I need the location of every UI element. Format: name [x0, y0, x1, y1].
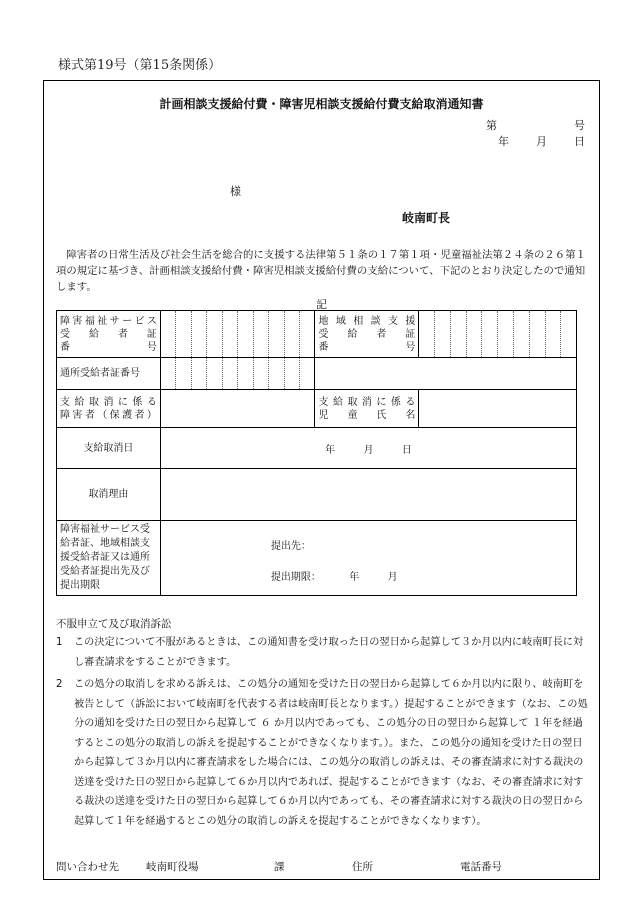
- appeal-item-1: [56, 633, 590, 672]
- document-title: 計画相談支援給付費・障害児相談支援給付費支給取消通知書: [159, 97, 484, 111]
- cancel-month: 月: [363, 444, 374, 456]
- child-name-field[interactable]: [419, 390, 577, 428]
- disabled-person-field[interactable]: [160, 390, 315, 428]
- appeal-item-2-number: 2: [56, 679, 63, 690]
- number-suffix: 号: [574, 119, 585, 132]
- day-care-blank: [315, 358, 577, 390]
- contact-label: 問い合わせ先: [56, 861, 119, 873]
- child-name-label: 支給取消に係る 児 童 氏 名: [315, 390, 419, 428]
- appeal-item-2: [56, 675, 590, 831]
- issue-month: 月: [536, 135, 547, 148]
- day-care-cert-label: 通所受給者証番号: [57, 358, 161, 390]
- ki-marker: 記: [316, 298, 327, 311]
- issue-day: 日: [574, 135, 585, 148]
- appeal-item-1-text: この決定について不服があるときは、この通知書を受け取った日の翌日から起算して３か月以内に岐南町長に対し審査請求をすることができます。: [74, 637, 584, 668]
- deadline-line: [271, 568, 398, 583]
- reason-label: 取消理由: [57, 469, 161, 521]
- form-number: 様式第19号（第15条関係）: [58, 58, 222, 73]
- contact-section: 課: [274, 861, 285, 873]
- number-prefix: 第: [486, 119, 497, 132]
- deadline-label: 提出期限：: [270, 572, 321, 583]
- deadline-year: 年: [349, 572, 360, 583]
- submit-to-line: [271, 537, 311, 552]
- regional-cert-number-field[interactable]: [419, 311, 577, 358]
- contact-office: 岐南町役場: [146, 861, 199, 873]
- welfare-cert-number-field[interactable]: [160, 311, 315, 358]
- cancel-day: 日: [401, 444, 412, 456]
- notice-frame: [43, 80, 600, 880]
- regional-cert-label: 地域相談支援 受 給 者 証 番 号: [315, 311, 419, 358]
- cancel-year: 年: [325, 444, 336, 456]
- issuer-name: 岐南町長: [402, 211, 451, 225]
- appeal-heading: 不服申立て及び取消訴訟: [56, 618, 172, 630]
- cancel-date-label: 支給取消日: [57, 428, 161, 469]
- issue-year: 年: [498, 135, 509, 148]
- disabled-person-label: 支給取消に係る 障害者（保護者）: [57, 390, 161, 428]
- deadline-month: 月: [387, 572, 398, 583]
- appeal-item-1-number: 1: [56, 637, 63, 648]
- appeal-item-2-text: この処分の取消しを求める訴えは、この処分の通知を受けた日の翌日から起算して６か月以内に限り、岐南町を被告として（訴訟において岐南町を代表する者は岐南町長となります。）提起することができます（なお、この処分の通知を受けた日の翌日から起算して ６ か月以内であっても、この処分の日の翌日から起算して １年を経過するとこの処分の取消しの訴えを提起することができなくなります。）。また、この処分の通知を受けた日の翌日から起算して３か月以内に審査請求をした場合には、この処分の取消しの訴えは、その審査請求に対する裁決の送達を受けた日の翌日から起算して６か月以内であれば、提起することができます（なお、その審査請求に対する裁決の送達を受けた日の翌日から起算して６か月以内であっても、その審査請求に対する裁決の日の翌日から起算して１年を経過するとこの処分の取消しの訴えを提起することができなくなります）。: [74, 679, 588, 827]
- cancel-date-field[interactable]: [160, 428, 576, 469]
- submission-field[interactable]: [160, 521, 576, 596]
- notice-body: 障害者の日常生活及び社会生活を総合的に支援する法律第５１条の１７第１項・児童福祉法第２４条の２６第１項の規定に基づき、計画相談支援給付費・障害児相談支援給付費の支給について、下記のとおり決定したので通知します。: [56, 249, 586, 293]
- submission-label: 障害福祉サービス受 給者証、地域相談支 援受給者証又は通所 受給者証提出先及び 提出期限: [57, 521, 161, 596]
- reason-field[interactable]: [160, 469, 576, 521]
- welfare-cert-label: 障害福祉サービス 受 給 者 証 番 号: [57, 311, 161, 358]
- addressee-suffix: 様: [230, 185, 241, 198]
- document-number-line: [486, 117, 585, 133]
- day-care-cert-number-field[interactable]: [160, 358, 315, 390]
- contact-address: 住所: [352, 861, 373, 873]
- submit-to-label: 提出先：: [270, 541, 311, 552]
- contact-phone: 電話番号: [460, 861, 502, 873]
- issue-date-line: [498, 133, 585, 149]
- notice-table: [56, 310, 577, 596]
